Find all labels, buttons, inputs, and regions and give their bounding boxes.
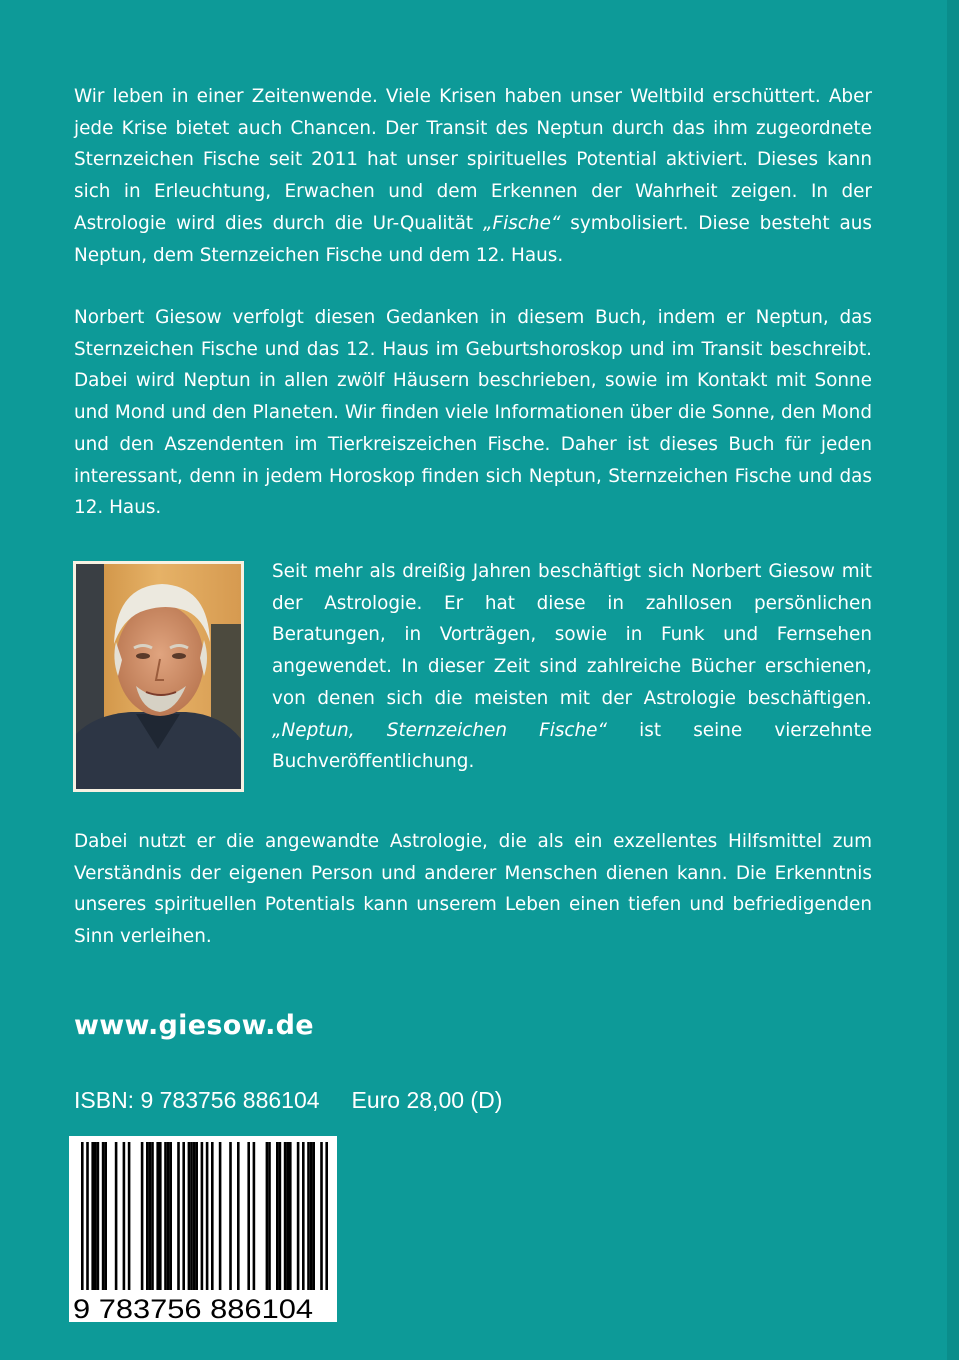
barcode-bar xyxy=(310,1142,313,1290)
intro-paragraph xyxy=(74,81,872,271)
barcode-bar xyxy=(297,1142,300,1290)
barcode-bar xyxy=(182,1142,185,1290)
barcode-bar xyxy=(141,1142,144,1290)
barcode-bar xyxy=(115,1142,118,1290)
barcode-bar xyxy=(164,1142,167,1290)
barcode-bar xyxy=(284,1142,287,1290)
barcode-bar xyxy=(151,1142,154,1290)
barcode-bar xyxy=(159,1142,162,1290)
barcode-bar xyxy=(177,1142,180,1290)
barcode-bar xyxy=(91,1142,94,1290)
book-description-paragraph: Norbert Giesow verfolgt diesen Gedanken in diesem Buch, indem er Neptun, das Sternzeichen Fische und das 12. Haus im Geburtshoroskop und im Transit beschreibt. Dabei wird Neptun in allen zwölf Häusern beschrieben, sowie im Kontakt mit Sonne und Mond und den Planeten. Wir finden viele Informationen über die Sonne, den Mond und den Aszendenten im Tierkreiszeichen Fische. Daher ist dieses Buch für jeden interessant, denn in jedem Horoskop finden sich Neptun, Sternzeichen Fische und das 12. Haus. xyxy=(74,307,872,519)
barcode-bar xyxy=(193,1142,196,1290)
intro-text: Wir leben in einer Zeitenwende. Viele Krisen haben unser Weltbild erschüttert. Aber jede Krise bietet auch Chancen. Der Transit des Neptun durch das ihm zugeordnete Sternzeichen Fische seit 2011 hat unser spirituelles Potential aktiviert. Dieses kann sich in Erleuchtung, Erwachen und dem Erkennen der Wahrheit zeigen. In der Astrologie wird dies durch die Ur-Qualität xyxy=(74,86,872,234)
author-portrait-image xyxy=(76,564,241,789)
isbn-price-line xyxy=(74,1087,502,1114)
intro-text-end: symbolisiert. Diese besteht aus Neptun, dem Sternzeichen Fische und dem 12. Haus. xyxy=(74,212,872,266)
barcode-bar xyxy=(289,1142,292,1290)
barcode-bar xyxy=(190,1142,193,1290)
cover-edge xyxy=(947,0,959,1360)
book-title-emphasis: „Neptun, Sternzeichen Fische“ xyxy=(272,719,608,741)
barcode-bar xyxy=(102,1142,105,1290)
barcode-bar xyxy=(325,1142,328,1290)
barcode-bar xyxy=(86,1142,89,1290)
barcode-bar xyxy=(104,1142,107,1290)
author-photo xyxy=(73,561,244,792)
barcode-bar xyxy=(169,1142,172,1290)
bio-text-end: ist seine vierzehnte Buchveröffentlichung. xyxy=(272,719,872,773)
barcode-bar xyxy=(206,1142,209,1290)
barcode-bar xyxy=(320,1142,323,1290)
closing-paragraph: Dabei nutzt er die angewandte Astrologie, die als ein exzellentes Hilfsmittel zum Verständnis der eigenen Person und anderer Menschen dienen kann. Die Erkenntnis unseres spirituellen Potentials kann unserem Leben einen tiefen und befriedigenden Sinn verleihen. xyxy=(74,831,872,948)
barcode-bar xyxy=(219,1142,222,1290)
bio-text: Seit mehr als dreißig Jahren beschäftigt sich Norbert Giesow mit der Astrologie. Er hat diese in zahllosen persönlichen Beratungen, in Vorträgen, sowie in Funk und Fernsehen angewendet. In dieser Zeit sind zahlreiche Bücher erschienen, von denen sich die meisten mit der Astrologie beschäftigen. xyxy=(272,561,872,709)
barcode-bar xyxy=(211,1142,214,1290)
barcode-bar xyxy=(201,1142,204,1290)
author-bio xyxy=(272,556,872,778)
barcode-bar xyxy=(188,1142,191,1290)
barcode-bar xyxy=(146,1142,149,1290)
barcode-bar xyxy=(128,1142,131,1290)
barcode-bar xyxy=(156,1142,159,1290)
barcode-bar xyxy=(286,1142,289,1290)
barcode-bar xyxy=(247,1142,250,1290)
barcode-bar xyxy=(253,1142,256,1290)
barcode-bars xyxy=(81,1142,328,1290)
isbn-label: ISBN: 9 783756 886104 xyxy=(74,1087,320,1113)
barcode-bar xyxy=(279,1142,282,1290)
price-label: Euro 28,00 (D) xyxy=(351,1087,503,1113)
barcode-bar xyxy=(97,1142,100,1290)
barcode-bar xyxy=(302,1142,305,1290)
barcode-bar xyxy=(149,1142,152,1290)
barcode xyxy=(69,1136,337,1322)
barcode-bar xyxy=(266,1142,269,1290)
barcode-bar xyxy=(229,1142,232,1290)
intro-emphasis: „Fische“ xyxy=(483,212,561,234)
barcode-bar xyxy=(276,1142,279,1290)
barcode-bar xyxy=(307,1142,310,1290)
barcode-bar xyxy=(123,1142,126,1290)
barcode-bar xyxy=(167,1142,170,1290)
barcode-digits: 9 783756 886104 xyxy=(73,1294,313,1322)
website-link[interactable]: www.giesow.de xyxy=(74,1010,314,1041)
barcode-graphic xyxy=(69,1136,337,1322)
barcode-bar xyxy=(81,1142,84,1290)
barcode-bar xyxy=(237,1142,240,1290)
barcode-bar xyxy=(268,1142,271,1290)
barcode-bar xyxy=(195,1142,198,1290)
barcode-bar xyxy=(312,1142,315,1290)
barcode-bar xyxy=(94,1142,97,1290)
